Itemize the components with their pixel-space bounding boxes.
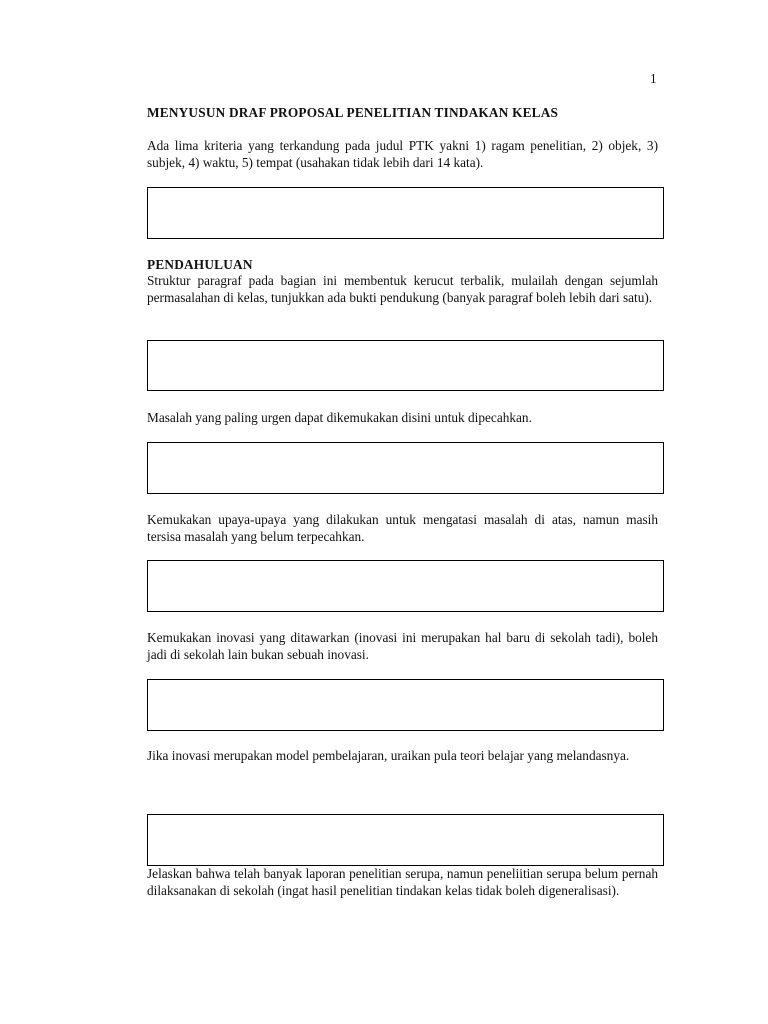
paragraph-learning-theory: Jika inovasi merupakan model pembelajaran, uraikan pula teori belajar yang melandasnya.	[147, 748, 630, 763]
paragraph-efforts: Kemukakan upaya-upaya yang dilakukan untuk mengatasi masalah di atas, namun masih tersisa masalah yang belum terpecahkan.	[147, 512, 658, 544]
intro-paragraph: Ada lima kriteria yang terkandung pada judul PTK yakni 1) ragam penelitian, 2) objek, 3) subjek, 4) waktu, 5) tempat (usahakan tidak lebih dari 14 kata).	[147, 138, 658, 170]
answer-box-learning-theory[interactable]	[147, 814, 664, 866]
answer-box-innovation[interactable]	[147, 679, 664, 731]
paragraph-urgent-problem: Masalah yang paling urgen dapat dikemukakan disini untuk dipecahkan.	[147, 410, 532, 425]
answer-box-urgent-problem[interactable]	[147, 442, 664, 494]
title-answer-box[interactable]	[147, 187, 664, 239]
section-heading: PENDAHULUAN	[147, 257, 253, 272]
paragraph-structure: Struktur paragraf pada bagian ini membentuk kerucut terbalik, mulailah dengan sejumlah permasalahan di kelas, tunjukkan ada bukti pendukung (banyak paragraf boleh lebih dari satu).	[147, 273, 658, 305]
page-title: MENYUSUN DRAF PROPOSAL PENELITIAN TINDAKAN KELAS	[147, 105, 559, 120]
paragraph-prior-research: Jelaskan bahwa telah banyak laporan penelitian serupa, namun peneliitian serupa belum pernah dilaksanakan di sekolah (ingat hasil penelitian tindakan kelas tidak boleh digeneralisasi).	[147, 866, 658, 898]
page-number: 1	[650, 71, 657, 86]
answer-box-structure[interactable]	[147, 340, 664, 391]
answer-box-efforts[interactable]	[147, 560, 664, 612]
paragraph-innovation: Kemukakan inovasi yang ditawarkan (inovasi ini merupakan hal baru di sekolah tadi), boleh jadi di sekolah lain bukan sebuah inovasi.	[147, 630, 658, 662]
